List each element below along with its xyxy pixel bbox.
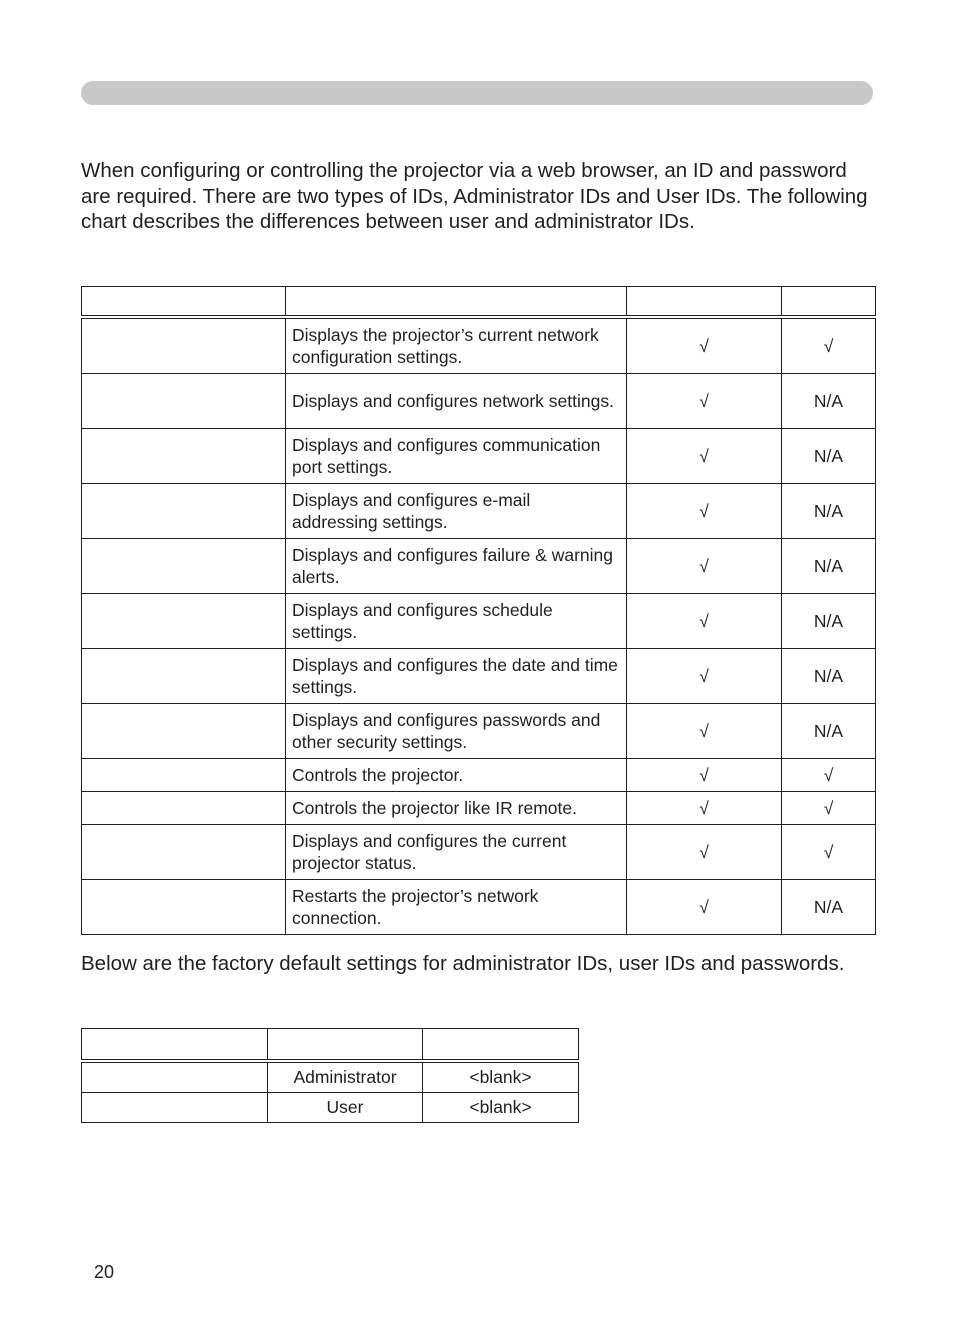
user-cell: N/A: [782, 429, 876, 484]
header-cell: [82, 287, 286, 318]
table-row: [82, 1061, 579, 1093]
table-row: [82, 1093, 579, 1123]
administrator-cell: √: [627, 429, 782, 484]
item-cell: [82, 880, 286, 935]
table-row: [82, 594, 876, 649]
item-cell: [82, 1061, 268, 1093]
administrator-cell: √: [627, 317, 782, 374]
item-cell: [82, 825, 286, 880]
administrator-cell: √: [627, 792, 782, 825]
header-cell: [627, 287, 782, 318]
permissions-table: [81, 286, 876, 935]
administrator-cell: √: [627, 484, 782, 539]
user-cell: N/A: [782, 374, 876, 429]
user-cell: N/A: [782, 880, 876, 935]
description-cell: Displays and configures failure & warning alerts.: [286, 539, 627, 594]
id-cell: User: [268, 1093, 423, 1123]
user-cell: N/A: [782, 649, 876, 704]
administrator-cell: √: [627, 374, 782, 429]
item-cell: [82, 317, 286, 374]
user-cell: N/A: [782, 484, 876, 539]
table-row: [82, 792, 876, 825]
administrator-cell: √: [627, 539, 782, 594]
permissions-header-row: [82, 287, 876, 318]
user-cell: √: [782, 792, 876, 825]
password-cell: <blank>: [423, 1093, 579, 1123]
header-cell: [268, 1029, 423, 1062]
description-cell: Displays and configures passwords and other security settings.: [286, 704, 627, 759]
item-cell: [82, 792, 286, 825]
permissions-body: [82, 317, 876, 935]
defaults-table: [81, 1028, 579, 1123]
description-cell: Controls the projector.: [286, 759, 627, 792]
header-cell: [286, 287, 627, 318]
table-row: [82, 759, 876, 792]
user-cell: √: [782, 759, 876, 792]
header-cell: [82, 1029, 268, 1062]
header-cell: [782, 287, 876, 318]
table-row: [82, 704, 876, 759]
user-cell: N/A: [782, 704, 876, 759]
description-cell: Displays and configures the current projector status.: [286, 825, 627, 880]
page-number: 20: [94, 1262, 115, 1282]
section-title-bar: [81, 81, 873, 105]
description-cell: Restarts the projector’s network connection.: [286, 880, 627, 935]
table-row: [82, 539, 876, 594]
defaults-paragraph: Below are the factory default settings for administrator IDs, user IDs and passwords.: [81, 952, 845, 975]
item-cell: [82, 704, 286, 759]
table-row: [82, 374, 876, 429]
description-cell: Displays and configures schedule settings.: [286, 594, 627, 649]
table-row: [82, 880, 876, 935]
item-cell: [82, 484, 286, 539]
description-cell: Displays the projector’s current network configuration settings.: [286, 317, 627, 374]
table-row: [82, 429, 876, 484]
administrator-cell: √: [627, 594, 782, 649]
intro-paragraph: When configuring or controlling the projector via a web browser, an ID and password are required. There are two types of IDs, Administrator IDs and User IDs. The following chart describes the differences between user and administrator IDs.: [81, 159, 868, 233]
description-cell: Displays and configures e-mail addressing settings.: [286, 484, 627, 539]
table-row: [82, 317, 876, 374]
administrator-cell: √: [627, 649, 782, 704]
defaults-body: [82, 1061, 579, 1123]
item-cell: [82, 539, 286, 594]
item-cell: [82, 594, 286, 649]
description-cell: Displays and configures network settings.: [286, 374, 627, 429]
item-cell: [82, 374, 286, 429]
user-cell: √: [782, 825, 876, 880]
item-cell: [82, 649, 286, 704]
table-row: [82, 649, 876, 704]
administrator-cell: √: [627, 704, 782, 759]
user-cell: √: [782, 317, 876, 374]
user-cell: N/A: [782, 594, 876, 649]
password-cell: <blank>: [423, 1061, 579, 1093]
description-cell: Displays and configures communication port settings.: [286, 429, 627, 484]
description-cell: Controls the projector like IR remote.: [286, 792, 627, 825]
table-row: [82, 825, 876, 880]
user-cell: N/A: [782, 539, 876, 594]
administrator-cell: √: [627, 825, 782, 880]
id-cell: Administrator: [268, 1061, 423, 1093]
administrator-cell: √: [627, 880, 782, 935]
header-cell: [423, 1029, 579, 1062]
item-cell: [82, 1093, 268, 1123]
description-cell: Displays and configures the date and time settings.: [286, 649, 627, 704]
administrator-cell: √: [627, 759, 782, 792]
defaults-header-row: [82, 1029, 579, 1062]
item-cell: [82, 759, 286, 792]
item-cell: [82, 429, 286, 484]
table-row: [82, 484, 876, 539]
